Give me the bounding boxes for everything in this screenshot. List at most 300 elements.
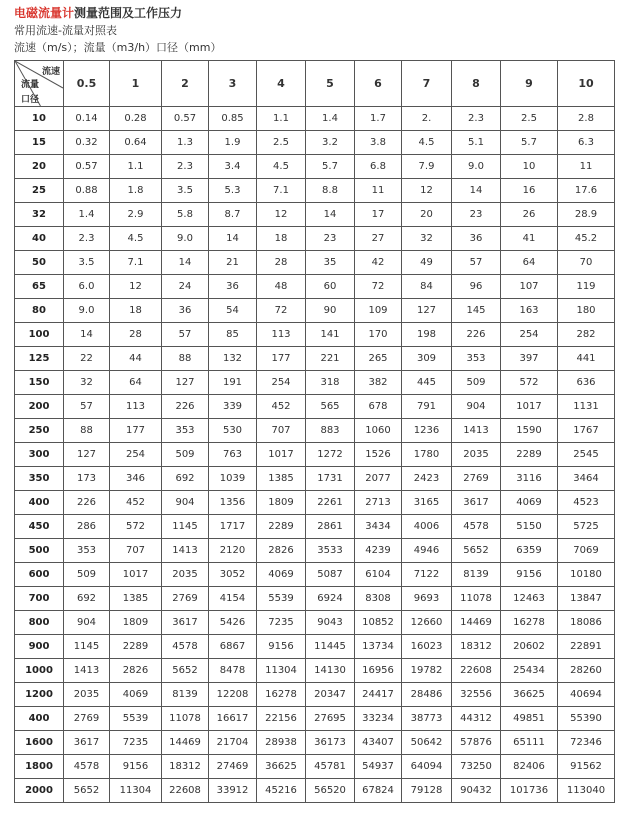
flow-cell: 3.5 <box>64 251 110 275</box>
flow-cell: 353 <box>162 419 209 443</box>
flow-cell: 26 <box>501 203 558 227</box>
flow-cell: 17.6 <box>558 179 615 203</box>
flow-cell: 57 <box>162 323 209 347</box>
flow-cell: 27 <box>355 227 402 251</box>
flow-cell: 707 <box>110 539 162 563</box>
flow-cell: 48 <box>257 275 306 299</box>
flow-cell: 763 <box>209 443 257 467</box>
table-row <box>15 515 615 539</box>
flow-cell: 173 <box>64 467 110 491</box>
flow-cell: 64094 <box>402 755 452 779</box>
flow-cell: 6.3 <box>558 131 615 155</box>
flow-cell: 4578 <box>64 755 110 779</box>
flow-cell: 3.4 <box>209 155 257 179</box>
flow-cell: 1809 <box>257 491 306 515</box>
flow-cell: 2.3 <box>64 227 110 251</box>
flow-cell: 1356 <box>209 491 257 515</box>
column-header: 5 <box>306 61 355 107</box>
flow-cell: 49 <box>402 251 452 275</box>
flow-cell: 113 <box>257 323 306 347</box>
flow-cell: 88 <box>162 347 209 371</box>
flow-cell: 2.3 <box>162 155 209 179</box>
flow-cell: 282 <box>558 323 615 347</box>
flow-cell: 0.57 <box>64 155 110 179</box>
flow-cell: 1413 <box>162 539 209 563</box>
table-row <box>15 779 615 803</box>
row-header-diameter: 40 <box>15 227 64 251</box>
table-row <box>15 611 615 635</box>
flow-cell: 18312 <box>452 635 501 659</box>
flow-cell: 55390 <box>558 707 615 731</box>
flow-cell: 5539 <box>257 587 306 611</box>
flow-cell: 8139 <box>452 563 501 587</box>
flow-cell: 33912 <box>209 779 257 803</box>
flow-cell: 12 <box>257 203 306 227</box>
flow-cell: 6.8 <box>355 155 402 179</box>
row-header-diameter: 900 <box>15 635 64 659</box>
flow-cell: 36 <box>162 299 209 323</box>
flow-cell: 12 <box>402 179 452 203</box>
row-header-diameter: 20 <box>15 155 64 179</box>
flow-cell: 9156 <box>110 755 162 779</box>
flow-cell: 13734 <box>355 635 402 659</box>
flow-cell: 397 <box>501 347 558 371</box>
flow-cell: 9.0 <box>452 155 501 179</box>
flow-cell: 35 <box>306 251 355 275</box>
flow-cell: 16617 <box>209 707 257 731</box>
row-header-diameter: 100 <box>15 323 64 347</box>
row-header-diameter: 80 <box>15 299 64 323</box>
flow-cell: 11078 <box>162 707 209 731</box>
flow-cell: 22608 <box>452 659 501 683</box>
flow-cell: 339 <box>209 395 257 419</box>
flow-cell: 49851 <box>501 707 558 731</box>
flow-cell: 5539 <box>110 707 162 731</box>
flow-cell: 5.1 <box>452 131 501 155</box>
flow-cell: 254 <box>257 371 306 395</box>
table-row <box>15 563 615 587</box>
flow-cell: 16278 <box>257 683 306 707</box>
flow-cell: 170 <box>355 323 402 347</box>
table-row <box>15 707 615 731</box>
flow-cell: 2826 <box>110 659 162 683</box>
flow-cell: 8308 <box>355 587 402 611</box>
row-header-diameter: 450 <box>15 515 64 539</box>
table-row <box>15 539 615 563</box>
flow-cell: 1.7 <box>355 107 402 131</box>
flow-cell: 4006 <box>402 515 452 539</box>
row-header-diameter: 700 <box>15 587 64 611</box>
flow-cell: 5652 <box>452 539 501 563</box>
flow-cell: 4069 <box>257 563 306 587</box>
flow-cell: 41 <box>501 227 558 251</box>
flow-cell: 64 <box>501 251 558 275</box>
flow-cell: 226 <box>64 491 110 515</box>
flow-cell: 57876 <box>452 731 501 755</box>
flow-cell: 13847 <box>558 587 615 611</box>
table-row <box>15 587 615 611</box>
table-body <box>15 107 615 803</box>
flow-cell: 16 <box>501 179 558 203</box>
flow-cell: 1413 <box>452 419 501 443</box>
flow-cell: 9693 <box>402 587 452 611</box>
flow-cell: 0.28 <box>110 107 162 131</box>
flow-cell: 2.5 <box>257 131 306 155</box>
row-header-diameter: 400 <box>15 707 64 731</box>
row-header-diameter: 50 <box>15 251 64 275</box>
flow-cell: 904 <box>452 395 501 419</box>
column-header: 9 <box>501 61 558 107</box>
flow-cell: 90 <box>306 299 355 323</box>
table-row <box>15 299 615 323</box>
flow-cell: 2035 <box>64 683 110 707</box>
flow-cell: 132 <box>209 347 257 371</box>
flow-cell: 265 <box>355 347 402 371</box>
flow-cell: 530 <box>209 419 257 443</box>
units-note: 流速（m/s）；流量（m3/h）口径（mm） <box>14 41 222 54</box>
flow-cell: 2289 <box>501 443 558 467</box>
flow-cell: 16023 <box>402 635 452 659</box>
flow-cell: 12463 <box>501 587 558 611</box>
flow-cell: 1413 <box>64 659 110 683</box>
flow-cell: 2.8 <box>558 107 615 131</box>
flow-cell: 7235 <box>110 731 162 755</box>
column-header: 7 <box>402 61 452 107</box>
flow-cell: 27695 <box>306 707 355 731</box>
flow-cell: 9043 <box>306 611 355 635</box>
flow-cell: 1.4 <box>306 107 355 131</box>
flow-cell: 1.9 <box>209 131 257 155</box>
flow-cell: 7122 <box>402 563 452 587</box>
flow-cell: 113040 <box>558 779 615 803</box>
flow-cell: 14 <box>306 203 355 227</box>
flow-cell: 509 <box>452 371 501 395</box>
flow-cell: 1731 <box>306 467 355 491</box>
flow-cell: 177 <box>257 347 306 371</box>
flow-cell: 20 <box>402 203 452 227</box>
corner-label-diameter: 口径 <box>21 95 40 105</box>
flow-cell: 1809 <box>110 611 162 635</box>
row-header-diameter: 500 <box>15 539 64 563</box>
flow-cell: 57 <box>452 251 501 275</box>
flow-cell: 28 <box>257 251 306 275</box>
flow-cell: 24417 <box>355 683 402 707</box>
flow-cell: 445 <box>402 371 452 395</box>
flow-cell: 17 <box>355 203 402 227</box>
flow-cell: 0.57 <box>162 107 209 131</box>
title-highlight: 电磁流量计 <box>14 6 75 20</box>
flow-cell: 72346 <box>558 731 615 755</box>
flow-cell: 82406 <box>501 755 558 779</box>
flow-cell: 23 <box>452 203 501 227</box>
table-row <box>15 419 615 443</box>
flow-cell: 4.5 <box>110 227 162 251</box>
flow-cell: 119 <box>558 275 615 299</box>
flow-cell: 221 <box>306 347 355 371</box>
flow-cell: 636 <box>558 371 615 395</box>
row-header-diameter: 65 <box>15 275 64 299</box>
flow-cell: 145 <box>452 299 501 323</box>
flow-cell: 5725 <box>558 515 615 539</box>
flow-cell: 19782 <box>402 659 452 683</box>
flow-cell: 28486 <box>402 683 452 707</box>
flow-cell: 226 <box>162 395 209 419</box>
flow-cell: 2826 <box>257 539 306 563</box>
flow-cell: 2289 <box>110 635 162 659</box>
flow-cell: 50642 <box>402 731 452 755</box>
flow-cell: 8.7 <box>209 203 257 227</box>
flow-cell: 5652 <box>64 779 110 803</box>
flow-cell: 904 <box>162 491 209 515</box>
flow-cell: 7.9 <box>402 155 452 179</box>
flow-cell: 44312 <box>452 707 501 731</box>
row-header-diameter: 25 <box>15 179 64 203</box>
flow-cell: 12 <box>110 275 162 299</box>
flow-cell: 7.1 <box>257 179 306 203</box>
flow-cell: 3617 <box>162 611 209 635</box>
flow-cell: 1272 <box>306 443 355 467</box>
column-header: 1 <box>110 61 162 107</box>
flow-cell: 16278 <box>501 611 558 635</box>
row-header-diameter: 300 <box>15 443 64 467</box>
flow-cell: 0.14 <box>64 107 110 131</box>
flow-cell: 73250 <box>452 755 501 779</box>
flow-cell: 198 <box>402 323 452 347</box>
flow-cell: 33234 <box>355 707 402 731</box>
corner-cell <box>15 61 64 107</box>
flow-cell: 318 <box>306 371 355 395</box>
flow-cell: 65111 <box>501 731 558 755</box>
flow-cell: 1717 <box>209 515 257 539</box>
flow-cell: 27469 <box>209 755 257 779</box>
flow-cell: 72 <box>257 299 306 323</box>
column-header: 10 <box>558 61 615 107</box>
flow-cell: 5087 <box>306 563 355 587</box>
flow-cell: 2.5 <box>501 107 558 131</box>
table-row <box>15 395 615 419</box>
flow-cell: 3052 <box>209 563 257 587</box>
flow-cell: 28 <box>110 323 162 347</box>
flow-cell: 141 <box>306 323 355 347</box>
flow-cell: 28938 <box>257 731 306 755</box>
flow-cell: 1145 <box>162 515 209 539</box>
flow-cell: 452 <box>110 491 162 515</box>
flow-cell: 40694 <box>558 683 615 707</box>
flow-cell: 72 <box>355 275 402 299</box>
column-header: 8 <box>452 61 501 107</box>
flow-cell: 18086 <box>558 611 615 635</box>
flow-cell: 70 <box>558 251 615 275</box>
flow-cell: 42 <box>355 251 402 275</box>
flow-cell: 254 <box>501 323 558 347</box>
flow-cell: 509 <box>162 443 209 467</box>
header-row <box>15 61 615 107</box>
flow-cell: 1780 <box>402 443 452 467</box>
flow-cell: 21 <box>209 251 257 275</box>
flow-cell: 22608 <box>162 779 209 803</box>
flow-cell: 6104 <box>355 563 402 587</box>
table-row <box>15 275 615 299</box>
flow-cell: 107 <box>501 275 558 299</box>
flow-cell: 226 <box>452 323 501 347</box>
flow-cell: 8478 <box>209 659 257 683</box>
flow-cell: 14 <box>64 323 110 347</box>
flow-cell: 2769 <box>162 587 209 611</box>
flow-cell: 5.3 <box>209 179 257 203</box>
flow-cell: 18 <box>257 227 306 251</box>
flow-cell: 2. <box>402 107 452 131</box>
column-header: 3 <box>209 61 257 107</box>
row-header-diameter: 150 <box>15 371 64 395</box>
flow-cell: 572 <box>110 515 162 539</box>
flow-cell: 8.8 <box>306 179 355 203</box>
flow-cell: 1.8 <box>110 179 162 203</box>
table-row <box>15 659 615 683</box>
flow-cell: 4578 <box>162 635 209 659</box>
flow-cell: 572 <box>501 371 558 395</box>
corner-label-velocity: 流速 <box>41 67 60 77</box>
flow-cell: 163 <box>501 299 558 323</box>
row-header-diameter: 15 <box>15 131 64 155</box>
flow-cell: 16956 <box>355 659 402 683</box>
page-title <box>14 4 640 22</box>
flow-cell: 6359 <box>501 539 558 563</box>
flow-cell: 309 <box>402 347 452 371</box>
flow-cell: 2.3 <box>452 107 501 131</box>
flow-cell: 2423 <box>402 467 452 491</box>
flow-cell: 64 <box>110 371 162 395</box>
flow-cell: 4069 <box>501 491 558 515</box>
row-header-diameter: 10 <box>15 107 64 131</box>
flow-cell: 9.0 <box>162 227 209 251</box>
flow-cell: 5.8 <box>162 203 209 227</box>
flow-cell: 3165 <box>402 491 452 515</box>
corner-label-flow: 流量 <box>21 80 40 90</box>
flow-cell: 0.85 <box>209 107 257 131</box>
row-header-diameter: 250 <box>15 419 64 443</box>
flow-cell: 180 <box>558 299 615 323</box>
flow-cell: 88 <box>64 419 110 443</box>
table-subtitle: 常用流速-流量对照表 <box>14 24 117 37</box>
flow-cell: 12208 <box>209 683 257 707</box>
flow-cell: 36 <box>209 275 257 299</box>
table-row <box>15 443 615 467</box>
flow-cell: 1060 <box>355 419 402 443</box>
flow-cell: 84 <box>402 275 452 299</box>
flow-cell: 2077 <box>355 467 402 491</box>
flow-cell: 2261 <box>306 491 355 515</box>
flow-cell: 8139 <box>162 683 209 707</box>
flow-cell: 3434 <box>355 515 402 539</box>
flow-cell: 12660 <box>402 611 452 635</box>
flow-cell: 5150 <box>501 515 558 539</box>
flow-cell: 91562 <box>558 755 615 779</box>
flow-cell: 36625 <box>501 683 558 707</box>
flow-cell: 2769 <box>452 467 501 491</box>
row-header-diameter: 350 <box>15 467 64 491</box>
flow-cell: 67824 <box>355 779 402 803</box>
table-row <box>15 491 615 515</box>
title-rest: 测量范围及工作压力 <box>74 6 183 20</box>
flow-cell: 2545 <box>558 443 615 467</box>
flow-cell: 4154 <box>209 587 257 611</box>
table-row <box>15 107 615 131</box>
flow-cell: 1017 <box>257 443 306 467</box>
flow-cell: 90432 <box>452 779 501 803</box>
flow-cell: 4.5 <box>257 155 306 179</box>
flow-cell: 692 <box>64 587 110 611</box>
flow-cell: 0.32 <box>64 131 110 155</box>
flow-cell: 32556 <box>452 683 501 707</box>
flow-cell: 56520 <box>306 779 355 803</box>
flow-cell: 1236 <box>402 419 452 443</box>
flow-cell: 32 <box>64 371 110 395</box>
flow-cell: 1017 <box>110 563 162 587</box>
flow-cell: 1145 <box>64 635 110 659</box>
flow-cell: 692 <box>162 467 209 491</box>
flow-cell: 2861 <box>306 515 355 539</box>
flow-cell: 28.9 <box>558 203 615 227</box>
column-header: 6 <box>355 61 402 107</box>
flow-cell: 678 <box>355 395 402 419</box>
flow-cell: 6.0 <box>64 275 110 299</box>
flow-cell: 3533 <box>306 539 355 563</box>
row-header-diameter: 1600 <box>15 731 64 755</box>
flow-cell: 1.1 <box>257 107 306 131</box>
flow-cell: 23 <box>306 227 355 251</box>
flow-cell: 1767 <box>558 419 615 443</box>
flow-cell: 18312 <box>162 755 209 779</box>
flow-cell: 1017 <box>501 395 558 419</box>
flow-cell: 11 <box>355 179 402 203</box>
row-header-diameter: 400 <box>15 491 64 515</box>
table-row <box>15 227 615 251</box>
flow-cell: 28260 <box>558 659 615 683</box>
flow-cell: 4069 <box>110 683 162 707</box>
flow-cell: 96 <box>452 275 501 299</box>
flow-cell: 38773 <box>402 707 452 731</box>
flow-cell: 9.0 <box>64 299 110 323</box>
flow-cell: 3.2 <box>306 131 355 155</box>
flow-cell: 21704 <box>209 731 257 755</box>
table-row <box>15 347 615 371</box>
flow-cell: 3617 <box>452 491 501 515</box>
flow-cell: 2120 <box>209 539 257 563</box>
flow-cell: 32 <box>402 227 452 251</box>
flow-cell: 286 <box>64 515 110 539</box>
flow-cell: 1.1 <box>110 155 162 179</box>
flow-cell: 5.7 <box>306 155 355 179</box>
flow-cell: 509 <box>64 563 110 587</box>
flow-cell: 2769 <box>64 707 110 731</box>
flow-cell: 54937 <box>355 755 402 779</box>
flow-cell: 1.3 <box>162 131 209 155</box>
row-header-diameter: 125 <box>15 347 64 371</box>
flow-cell: 45781 <box>306 755 355 779</box>
flow-cell: 452 <box>257 395 306 419</box>
flow-cell: 4946 <box>402 539 452 563</box>
flow-cell: 11 <box>558 155 615 179</box>
flow-cell: 127 <box>64 443 110 467</box>
row-header-diameter: 32 <box>15 203 64 227</box>
flow-cell: 3464 <box>558 467 615 491</box>
flow-cell: 1526 <box>355 443 402 467</box>
flow-cell: 10852 <box>355 611 402 635</box>
flow-cell: 127 <box>162 371 209 395</box>
flow-cell: 45216 <box>257 779 306 803</box>
flow-cell: 11304 <box>257 659 306 683</box>
table-row <box>15 371 615 395</box>
